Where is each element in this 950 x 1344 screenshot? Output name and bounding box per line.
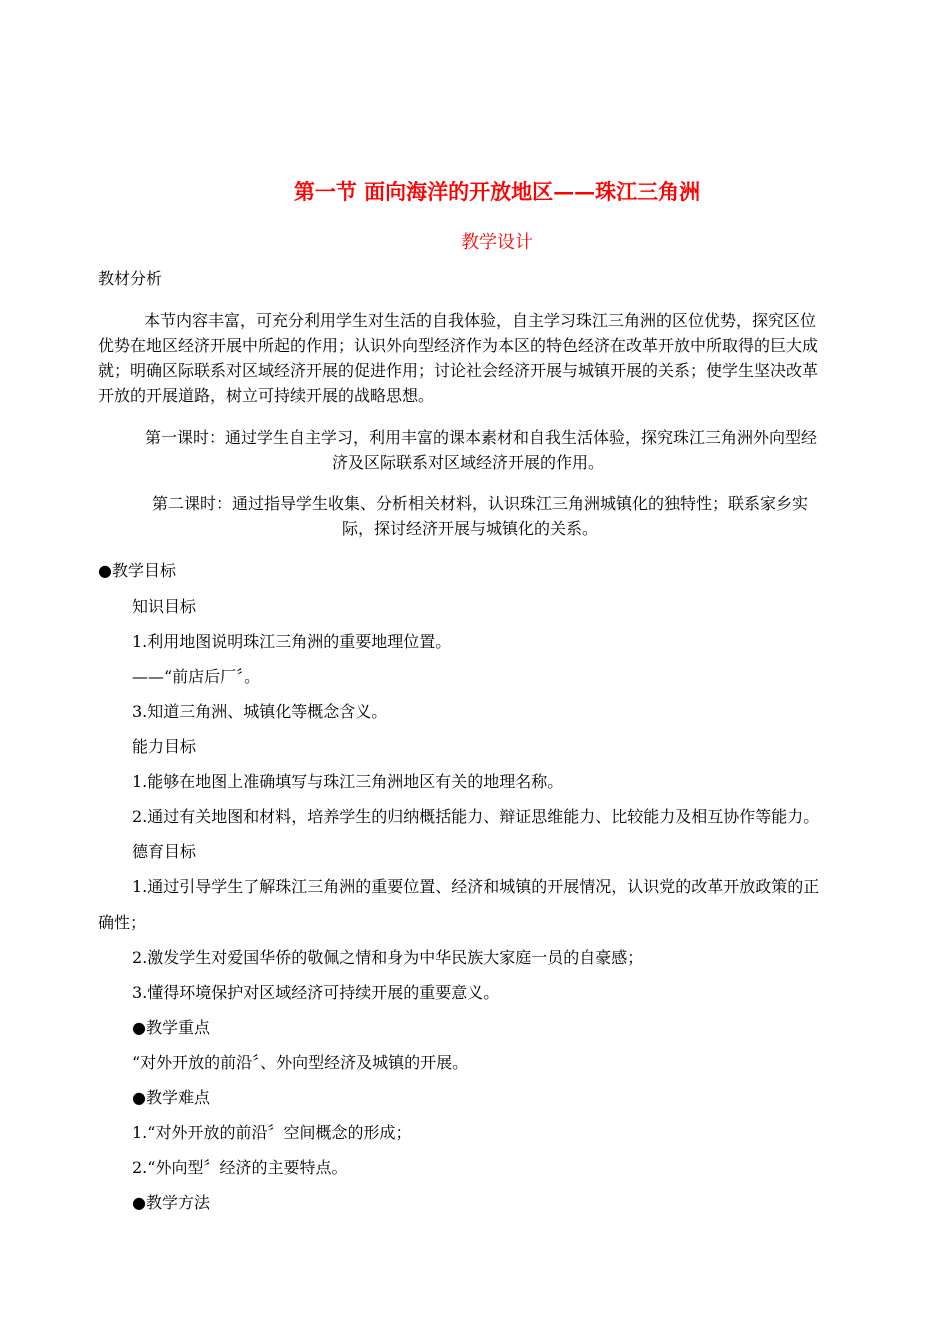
analysis-heading: 教材分析 (98, 269, 163, 288)
goals-heading: ●教学目标 (98, 561, 176, 580)
key-points-text: “对外开放的前沿〞、外向型经济及城镇的开展。 (132, 1053, 469, 1072)
knowledge-goals-heading: 知识目标 (132, 597, 197, 616)
ability-goal-item: 1.能够在地图上准确填写与珠江三角洲地区有关的地理名称。 (132, 772, 564, 791)
moral-goal-item: 3.懂得环境保护对区域经济可持续开展的重要意义。 (132, 983, 500, 1002)
knowledge-goal-item: ——“前店后厂〞。 (132, 667, 261, 686)
analysis-paragraph-line: 优势在地区经济开展中所起的作用；认识外向型经济作为本区的特色经济在改革开放中所取得的巨大成 (98, 336, 819, 355)
document-subtitle: 教学设计 (461, 232, 533, 253)
knowledge-goal-item: 1.利用地图说明珠江三角洲的重要地理位置。 (132, 632, 452, 651)
analysis-paragraph-line: 就；明确区际联系对区域经济开展的促进作用；讨论社会经济开展与城镇开展的关系；使学生坚决改革 (98, 361, 819, 380)
knowledge-goal-item: 3.知道三角洲、城镇化等概念含义。 (132, 702, 388, 721)
lesson-two-line: 第二课时：通过指导学生收集、分析相关材料，认识珠江三角洲城镇化的独特性；联系家乡实 (152, 494, 809, 513)
ability-goals-heading: 能力目标 (132, 737, 197, 756)
moral-goal-item: 2.激发学生对爱国华侨的敬佩之情和身为中华民族大家庭一员的自豪感； (132, 948, 644, 967)
lesson-one-line: 第一课时：通过学生自主学习，利用丰富的课本素材和自我生活体验，探究珠江三角洲外向型经 (145, 428, 818, 447)
moral-goal-item: 1.通过引导学生了解珠江三角洲的重要位置、经济和城镇的开展情况，认识党的改革开放政策的正 (132, 877, 820, 896)
moral-goal-item-continuation: 确性； (98, 913, 147, 932)
key-points-heading: ●教学重点 (132, 1018, 210, 1037)
difficulty-item: 1.“对外开放的前沿〞空间概念的形成； (132, 1123, 412, 1142)
document-title: 第一节 面向海洋的开放地区——珠江三角洲 (293, 179, 701, 204)
lesson-two-line: 际，探讨经济开展与城镇化的关系。 (342, 519, 599, 538)
difficulty-item: 2.“外向型〞经济的主要特点。 (132, 1158, 348, 1177)
analysis-paragraph-line: 开放的开展道路，树立可持续开展的战略思想。 (98, 386, 435, 405)
lesson-one-line: 济及区际联系对区域经济开展的作用。 (332, 453, 605, 472)
moral-goals-heading: 德育目标 (132, 842, 197, 861)
ability-goal-item: 2.通过有关地图和材料，培养学生的归纳概括能力、辩证思维能力、比较能力及相互协作等能力。 (132, 807, 820, 826)
difficulties-heading: ●教学难点 (132, 1088, 210, 1107)
analysis-paragraph-line: 本节内容丰富，可充分利用学生对生活的自我体验，自主学习珠江三角洲的区位优势，探究区位 (144, 311, 817, 330)
methods-heading: ●教学方法 (132, 1193, 210, 1212)
